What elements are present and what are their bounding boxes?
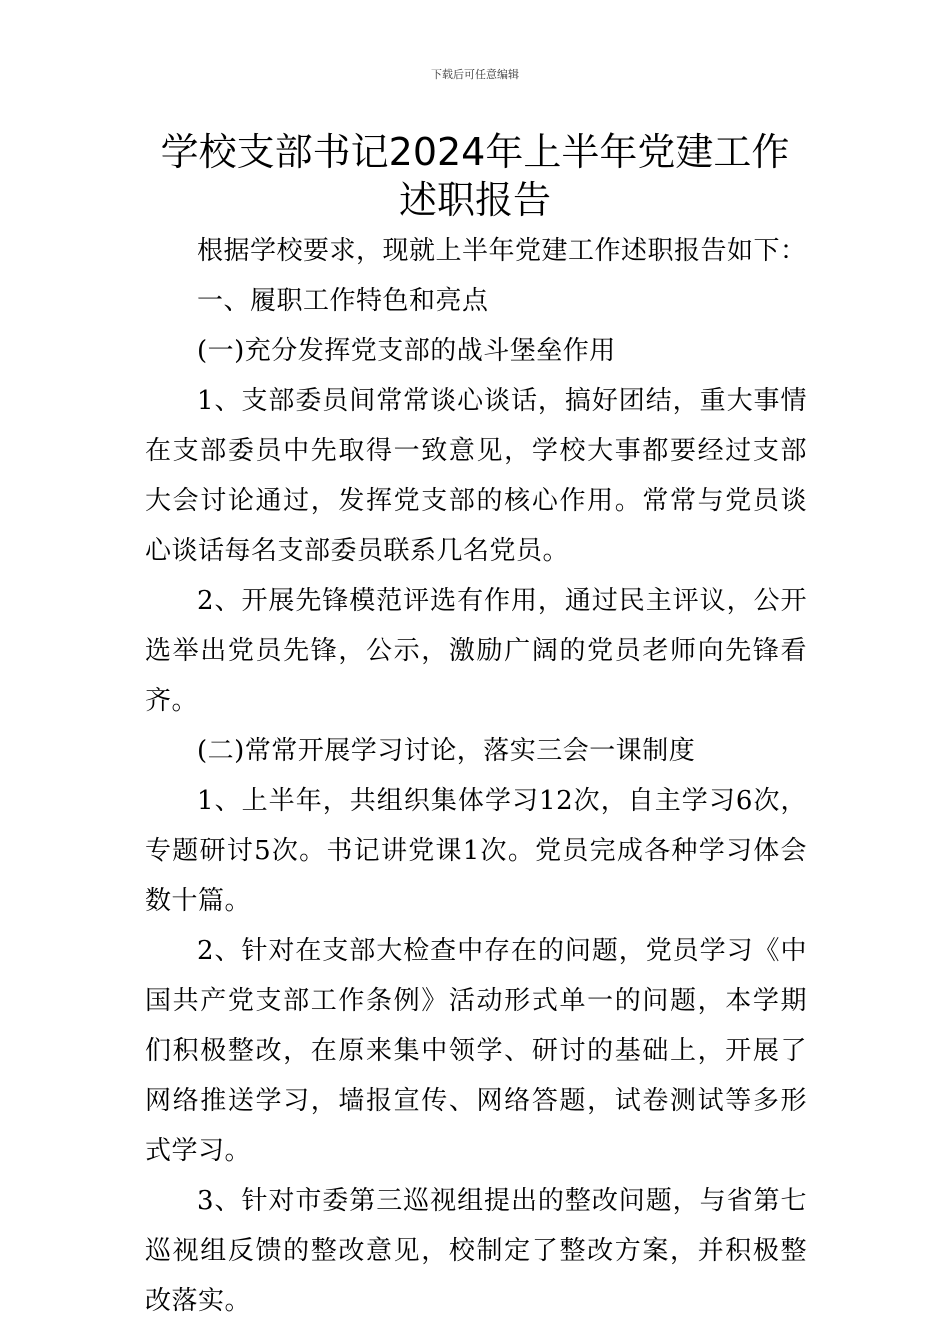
- section-heading-1: 一、履职工作特色和亮点: [197, 286, 489, 316]
- paragraph-item: 2、针对在支部大检查中存在的问题，党员学习《中国共产党支部工作条例》活动形式单一的问题，本学期们积极整改，在原来集中领学、研讨的基础上，开展了网络推送学习，墙报宣传、网络答题，试卷测试等多形式学习。: [145, 936, 807, 1166]
- page-header-note: 下载后可任意编辑: [431, 68, 519, 81]
- document-body: [145, 226, 807, 1326]
- paragraph-item: 1、上半年，共组织集体学习12次，自主学习6次，专题研讨5次。书记讲党课1次。党员完成各种学习体会数十篇。: [145, 786, 807, 916]
- paragraph-item: 3、针对市委第三巡视组提出的整改问题，与省第七巡视组反馈的整改意见，校制定了整改方案，并积极整改落实。: [145, 1186, 807, 1316]
- paragraph-intro: 根据学校要求，现就上半年党建工作述职报告如下：: [197, 236, 807, 266]
- subsection-heading-1: (一)充分发挥党支部的战斗堡垒作用: [197, 336, 616, 366]
- document-title: 学校支部书记2024年上半年党建工作述职报告: [160, 130, 790, 222]
- paragraph-item: 1、支部委员间常常谈心谈话，搞好团结，重大事情在支部委员中先取得一致意见，学校大事都要经过支部大会讨论通过，发挥党支部的核心作用。常常与党员谈心谈话每名支部委员联系几名党员。: [145, 386, 807, 566]
- subsection-heading-2: (二)常常开展学习讨论，落实三会一课制度: [197, 736, 696, 766]
- paragraph-item: 2、开展先锋模范评选有作用，通过民主评议，公开选举出党员先锋，公示，激励广阔的党员老师向先锋看齐。: [145, 586, 807, 716]
